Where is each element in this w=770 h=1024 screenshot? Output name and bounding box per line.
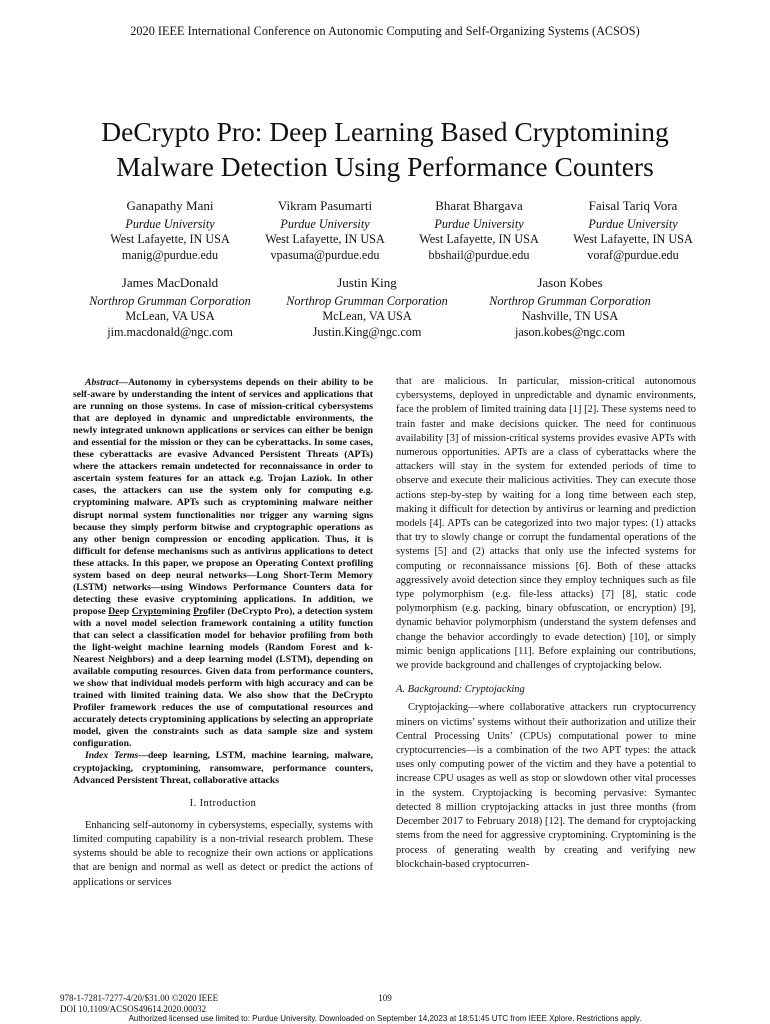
author-name: James MacDonald (121, 275, 219, 290)
author-affiliation: Purdue University (125, 216, 215, 231)
abstract-text: —Autonomy in cybersystems depends on their ability to be self-aware by understanding the intent of services and applications that are running on those systems. In case of mission-critical cybersystems that are deployed in dynamic and unpredictable environments, the newly integrated unknown applications or services can either be benign and essential for the mission or they can be cyberattacks. In some cases, these cyberattacks are evasive Advanced Persistent Threats (APTs) where the attackers remain undetected for reconnaissance in order to ascertain system features for an attack e.g. Trojan Laziok. In other cases, the attackers can use the system only for computing e.g. cryptomining malware. APTs such as cryptomining malware neither disrupt normal system functionalities nor trigger any warning signs because they simply perform bitwise and cryptographic operations as any other benign compression or encoding application. Thus, it is difficult for defense mechanisms such as antivirus applications to detect these attacks. In this paper, we propose an Operating Context profiling system based on deep neural networks—Long Short-Term Memory (LSTM) networks—using Windows Performance Counters data for detecting these evasive cryptomining applications. In addition, we propose (73, 377, 373, 617)
paper-title (20, 114, 750, 184)
author-block (95, 198, 245, 263)
author-block (250, 198, 400, 263)
author-location: West Lafayette, IN USA (110, 232, 230, 247)
author-name: Vikram Pasumarti (277, 198, 373, 213)
author-location: Nashville, TN USA (521, 309, 619, 324)
abstract (73, 377, 373, 750)
body-paragraph: Cryptojacking—where collaborative attackers run cryptocurrency miners on victims’ systems without their authorization and utilize their Central Processing Units’ (CPUs) computational power to mine cryptocurrencies—is a combination of the two APT types: the attack uses only computing power of the victim and they have a potential to increase CPU usages as well as stop or slowdown other vital processes in the system. Cryptojacking is becoming pervasive: Symantec detected 8 million cryptojacking attacks in just three months (from December 2017 to February 2018) [12]. The demand for cryptojacking stems from the need for aggressive cryptomining. Cryptomining is the process of generating wealth by creating and verifying new blockchain-based cryptocurren- (396, 702, 696, 870)
author-affiliation: Northrop Grumman Corporation (489, 293, 651, 308)
author-affiliation: Purdue University (280, 216, 370, 231)
abstract-underline: Pro (193, 605, 208, 617)
author-email: voraf@purdue.edu (587, 247, 679, 262)
abstract-label: Abstract (85, 377, 119, 388)
author-block (404, 198, 554, 263)
author-block (470, 275, 670, 340)
author-location: West Lafayette, IN USA (419, 232, 539, 247)
author-email: vpasuma@purdue.edu (270, 247, 380, 262)
author-location: West Lafayette, IN USA (265, 232, 385, 247)
author-affiliation: Northrop Grumman Corporation (286, 293, 448, 308)
body-paragraph: that are malicious. In particular, mission-critical autonomous cybersystems, deployed in unpredictable and dynamic environments, face the problem of limited training data [1] [2]. These systems need to train faster and make decisions quicker. The need for continuous availability [3] of mission-critical systems provides evasive APTs with numerous opportunities. APTs are a class of cyberattacks where the attackers will stay in the system for extended periods of time to observe and execute their malicious activities. They can execute those actions step-by-step by waiting for a long time between each step, making it difficult for detection by antivirus or learning and prediction models [4]. APTs can be categorized into two major types: (1) attacks that try to slowly change or corrupt the fundamental operations of the systems [5] and (2) attacks that only use the infected systems for computing or reconnaissance missions [6]. Both of these attacks aggressively avoid detection since they employ techniques such as file type polymorphism (e.g. file-less attacks) [7] [8], static code polymorphism (e.g. packing, binary obfuscation, or encryption) [9], dynamic behavior polymorphism (understand the system defenses and change the behavior accordingly to evade detection) [10], or simply mimic benign applications [11]. Before explaining our contributions, we provide background and challenges of cryptojacking below. (396, 376, 696, 672)
footer-doi: DOI 10.1109/ACSOS49614.2020.00032 (60, 1003, 207, 1014)
author-email: Justin.King@ngc.com (312, 324, 422, 339)
footer-isbn: 978-1-7281-7277-4/20/$31.00 ©2020 IEEE (60, 993, 219, 1003)
subsection-heading: A. Background: Cryptojacking (396, 684, 525, 696)
author-email: jim.macdonald@ngc.com (107, 324, 233, 339)
author-name: Bharat Bhargava (435, 198, 523, 213)
abstract-text: mining (161, 605, 194, 617)
author-email: manig@purdue.edu (121, 247, 219, 262)
author-block (558, 198, 708, 263)
author-block (267, 275, 467, 340)
conference-header: 2020 IEEE International Conference on Autonomic Computing and Self-Organizing Systems (ACSOS) (130, 24, 640, 38)
page-number: 109 (378, 993, 392, 1003)
abstract-underline: Crypto (131, 605, 162, 617)
author-affiliation: Northrop Grumman Corporation (89, 293, 251, 308)
title-line-1: DeCrypto Pro: Deep Learning Based Cryptomining (101, 116, 669, 147)
section-heading: I. Introduction (189, 797, 257, 809)
author-name: Jason Kobes (537, 275, 603, 290)
right-column (396, 375, 696, 872)
author-name: Faisal Tariq Vora (588, 198, 678, 213)
left-column (73, 377, 373, 890)
author-name: Ganapathy Mani (126, 198, 214, 213)
author-block (70, 275, 270, 340)
author-affiliation: Purdue University (588, 216, 678, 231)
author-affiliation: Purdue University (434, 216, 524, 231)
abstract-underline: De (108, 605, 120, 617)
author-location: McLean, VA USA (125, 309, 215, 324)
abstract-text: ep (119, 605, 132, 617)
index-terms-label: Index Terms (85, 750, 139, 762)
index-terms (73, 750, 373, 786)
title-line-2: Malware Detection Using Performance Counters (116, 151, 654, 182)
index-terms-text: —deep learning, LSTM, machine learning, malware, cryptojacking, cryptomining, ransomware, performance counters, Advanced Persistent Threat, collaborative attacks (73, 750, 373, 786)
abstract-text: filer (DeCrypto Pro), a detection system with a novel model selection framework containing a utility function that can select a classification model for behavior profiling from both the light-weight machine learning models (Random Forest and k-Nearest Neighbors) and a deep learning model (LSTM), depending on available computing resources. Given data from performance counters, we show that individual models perform with high accuracy and can be trained with limited training data. We also show that the DeCrypto Profiler framework reduces the use of computational resources and accurately detects cryptomining applications by selecting an appropriate model, given the constraints such as data sample size and system configuration. (73, 605, 373, 750)
author-name: Justin King (337, 275, 397, 290)
author-location: West Lafayette, IN USA (573, 232, 693, 247)
author-location: McLean, VA USA (322, 309, 412, 324)
author-email: jason.kobes@ngc.com (514, 324, 626, 339)
license-notice: Authorized licensed use limited to: Purdue University. Downloaded on September 14,2023 at 18:51:45 UTC from IEEE Xplore. Restrictions apply. (128, 1014, 642, 1023)
intro-paragraph: Enhancing self-autonomy in cybersystems, especially, systems with limited computing capability is a non-trivial research problem. These systems should be able to recognize their own actions or applications that are benign and normal as well as detect or predict the actions of applications or services (73, 819, 373, 888)
author-email: bbshail@purdue.edu (428, 247, 530, 262)
